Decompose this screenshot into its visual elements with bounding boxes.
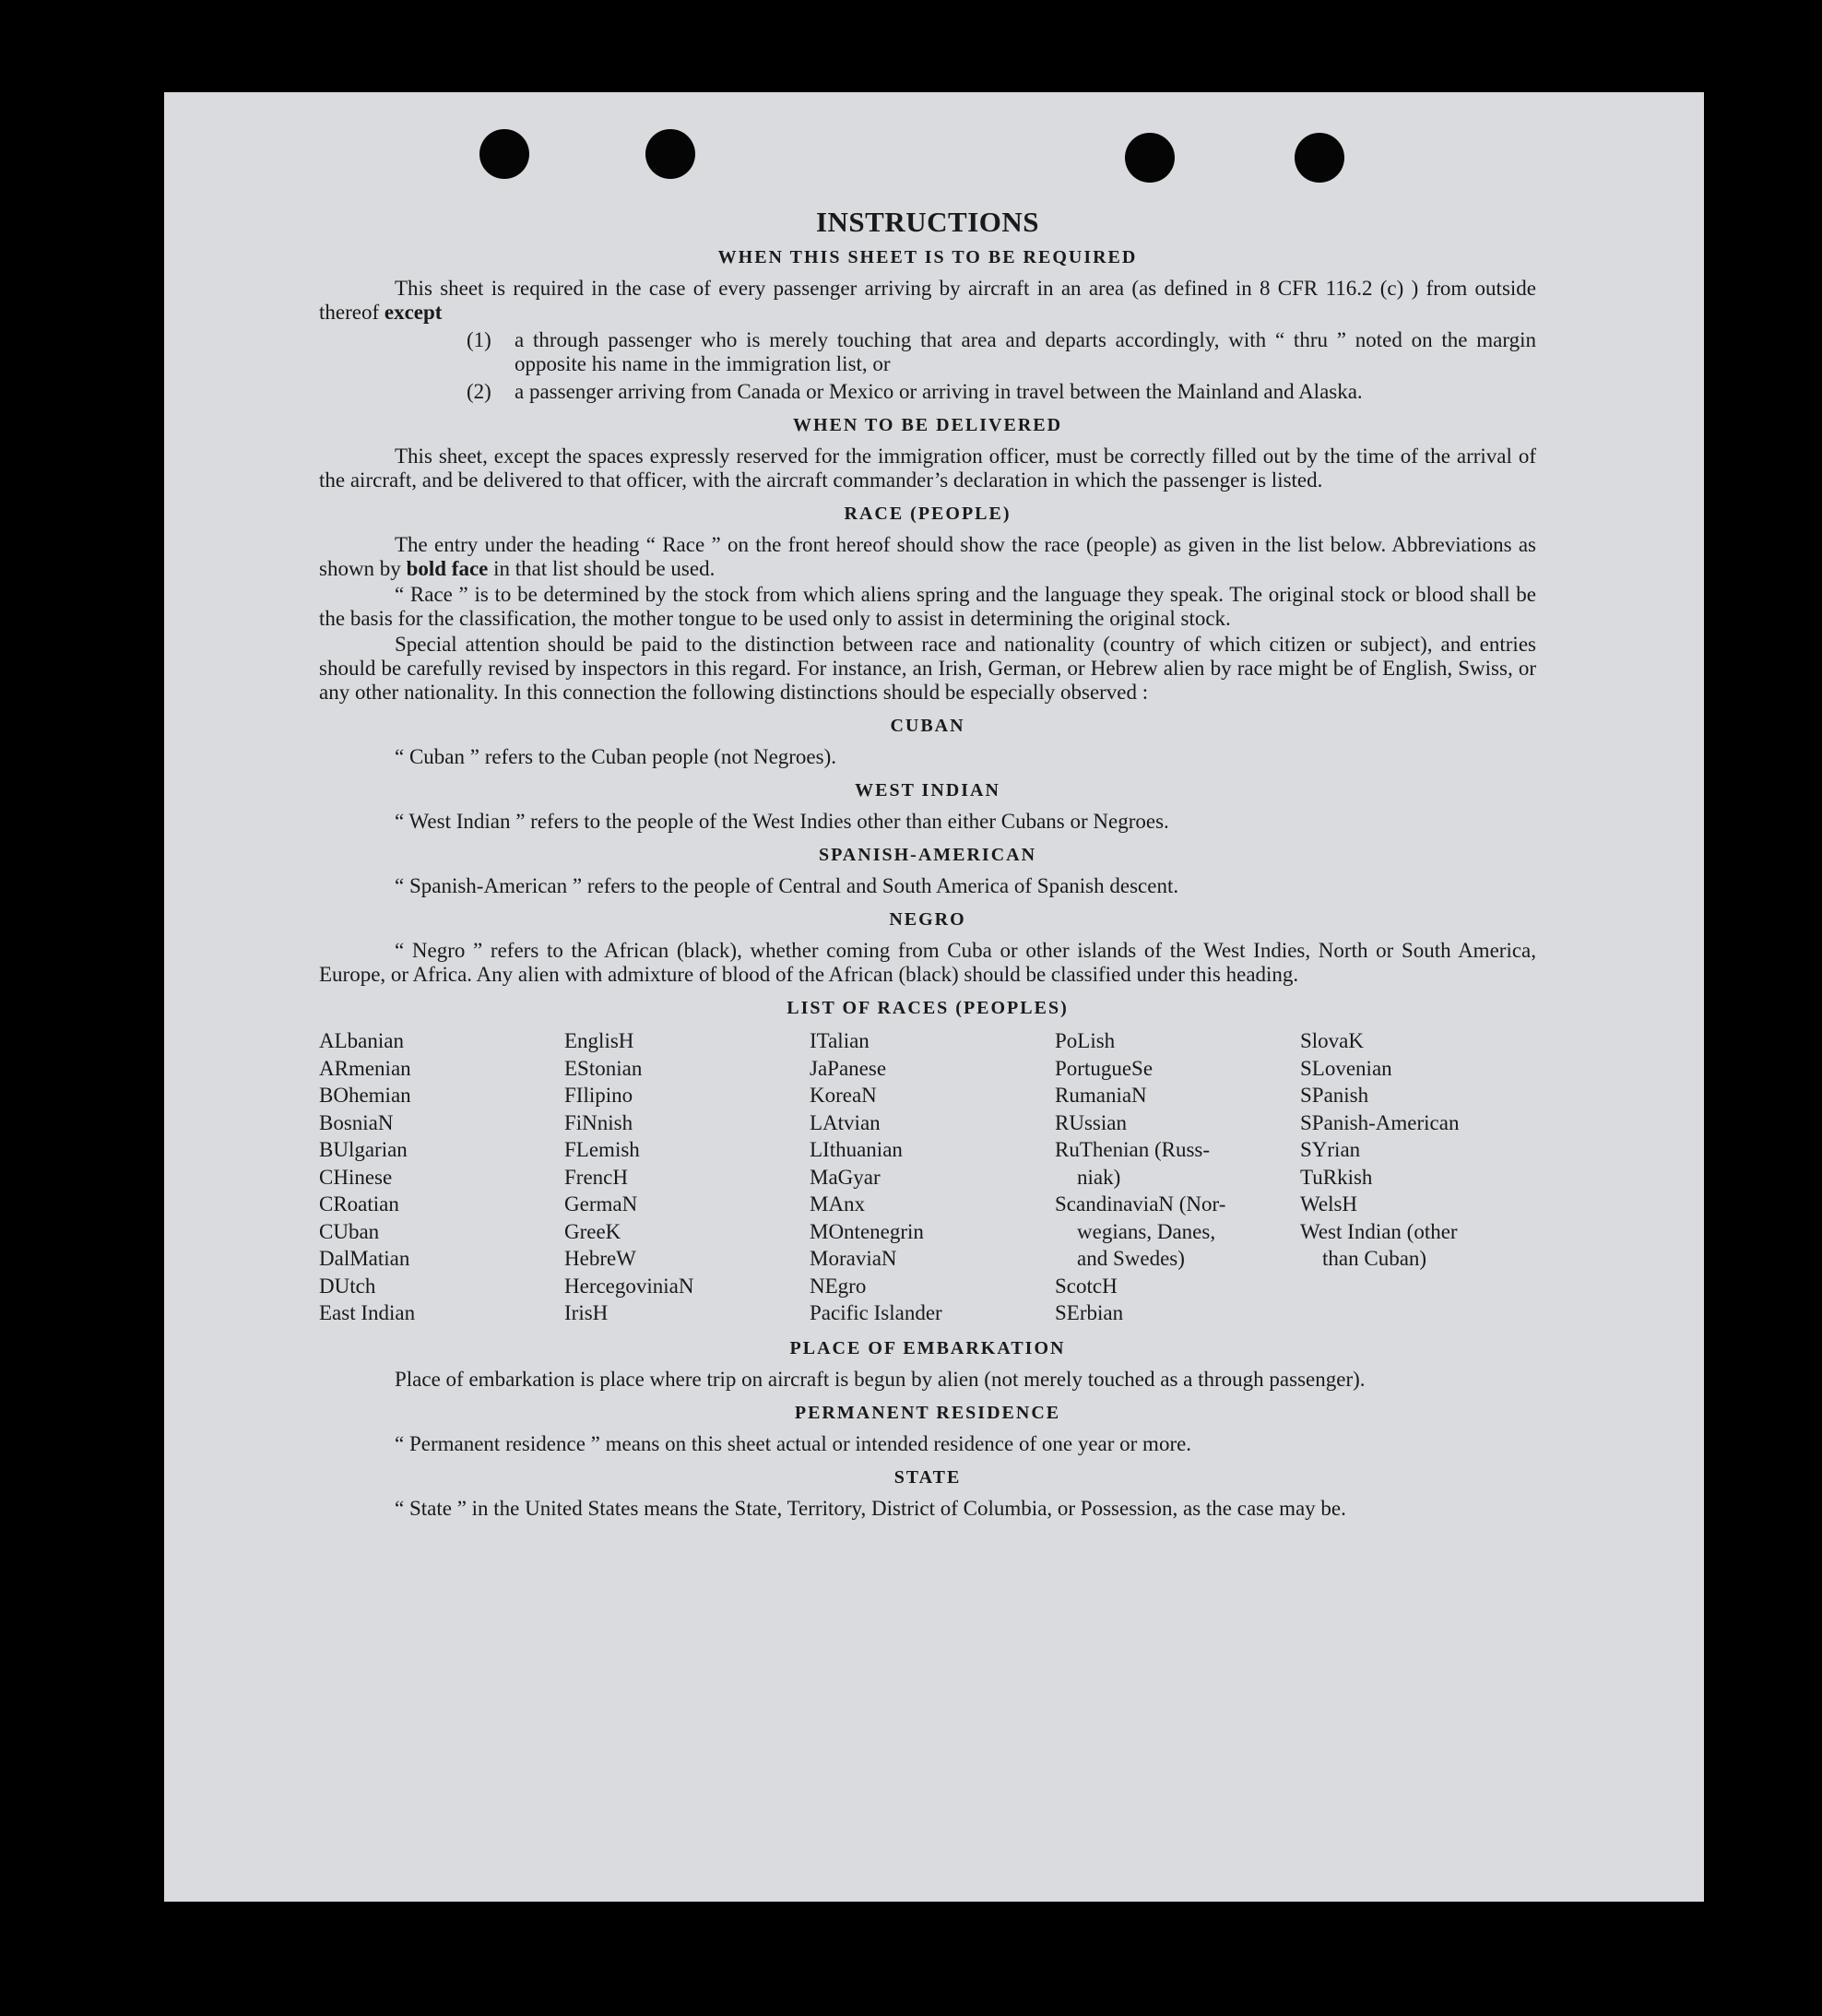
race-entry: PoLish: [1055, 1029, 1116, 1052]
instructions-body: [319, 206, 1536, 1523]
race-entry: HercegoviniaN: [564, 1274, 694, 1298]
heading-list-of-races: LIST OF RACES (PEOPLES): [787, 998, 1069, 1018]
exception-item: (1) a through passenger who is merely touching that area and departs accordingly, with “ thru ” noted on the margin opposite his name in the immigration list, or: [467, 328, 1536, 375]
races-column-3: [810, 1027, 1046, 1327]
heading-when-required: WHEN THIS SHEET IS TO BE REQUIRED: [717, 247, 1138, 267]
race-entry: HebreW: [564, 1247, 636, 1270]
race-entry: DalMatian: [319, 1247, 410, 1270]
when-delivered-text: This sheet, except the spaces expressly reserved for the immigration officer, must be correctly filled out by the time of the arrival of the aircraft, and be delivered to that officer, with the aircraft commander’s declaration in which the passenger is listed.: [319, 445, 1536, 492]
race-entry: East Indian: [319, 1301, 416, 1324]
race-entry: SPanish-American: [1300, 1110, 1460, 1134]
race-entry: SErbian: [1055, 1301, 1124, 1324]
heading-west-indian: WEST INDIAN: [855, 780, 1000, 800]
race-entry: niak): [1077, 1165, 1121, 1189]
races-column-5: [1300, 1027, 1536, 1327]
page-title: INSTRUCTIONS: [815, 206, 1039, 238]
state-text: “ State ” in the United States means the State, Territory, District of Columbia, or Possession, as the case may be.: [395, 1496, 1346, 1520]
race-entry: ITalian: [810, 1029, 870, 1052]
race-entry: BUlgarian: [319, 1138, 408, 1161]
race-paragraph-1: The entry under the heading “ Race ” on the front hereof should show the race (people) as given in the list below. Abbreviations as shown by bold face in that list should be used.: [319, 533, 1536, 580]
race-entry: GreeK: [564, 1219, 621, 1243]
punch-hole: [479, 129, 529, 179]
heading-negro: NEGRO: [889, 909, 966, 930]
race-entry: ScandinaviaN (Nor-: [1055, 1192, 1226, 1216]
race-entry: RUssian: [1055, 1110, 1127, 1134]
race-entry: West Indian (other: [1300, 1219, 1458, 1243]
race-entry: FiNnish: [564, 1110, 633, 1134]
races-table: [319, 1027, 1536, 1327]
race-entry: BosniaN: [319, 1110, 394, 1134]
races-column-2: [564, 1027, 800, 1327]
race-entry: TuRkish: [1300, 1165, 1373, 1189]
heading-when-delivered: WHEN TO BE DELIVERED: [792, 415, 1063, 435]
punch-hole: [645, 129, 695, 179]
race-entry: FLemish: [564, 1138, 640, 1161]
race-entry: CUban: [319, 1219, 380, 1243]
race-entry: MAnx: [810, 1192, 866, 1216]
punch-hole: [1125, 133, 1175, 183]
race-entry: SlovaK: [1300, 1029, 1364, 1052]
race-entry: than Cuban): [1322, 1247, 1427, 1270]
race-entry: DUtch: [319, 1274, 376, 1298]
race-entry: EStonian: [564, 1056, 643, 1080]
race-entry: JaPanese: [810, 1056, 887, 1080]
race-entry: LAtvian: [810, 1110, 881, 1134]
race-entry: Pacific Islander: [810, 1301, 942, 1324]
heading-state: STATE: [893, 1466, 962, 1488]
race-entry: WelsH: [1300, 1192, 1358, 1216]
cuban-text: “ Cuban ” refers to the Cuban people (not Negroes).: [395, 745, 837, 768]
heading-spanish-american: SPANISH-AMERICAN: [818, 845, 1037, 865]
race-entry: ScotcH: [1055, 1274, 1118, 1298]
race-entry: RuThenian (Russ-: [1055, 1138, 1211, 1161]
west-indian-text: “ West Indian ” refers to the people of the West Indies other than either Cubans or Negroes.: [395, 810, 1169, 833]
spanish-american-text: “ Spanish-American ” refers to the people of Central and South America of Spanish descent.: [395, 874, 1179, 897]
race-entry: LIthuanian: [810, 1138, 903, 1161]
exception-item: (2) a passenger arriving from Canada or Mexico or arriving in travel between the Mainland and Alaska.: [467, 380, 1363, 403]
race-entry: GermaN: [564, 1192, 638, 1216]
race-paragraph-3: Special attention should be paid to the distinction between race and nationality (country of which citizen or subject), and entries should be carefully revised by inspectors in this regard. For instance, an Irish, German, or Hebrew alien by race might be of English, Swiss, or any other nationality. In this connection the following distinctions should be especially observed :: [319, 633, 1536, 704]
race-entry: MoraviaN: [810, 1247, 897, 1270]
race-entry: EnglisH: [564, 1029, 634, 1052]
race-entry: FIlipino: [564, 1084, 633, 1107]
when-required-intro: This sheet is required in the case of every passenger arriving by aircraft in an area (as defined in 8 CFR 116.2 (c) ) from outside thereof except: [319, 277, 1536, 324]
race-entry: KoreaN: [810, 1084, 877, 1107]
race-entry: MOntenegrin: [810, 1219, 924, 1243]
races-column-1: [319, 1027, 555, 1327]
embarkation-text: Place of embarkation is place where trip on aircraft is begun by alien (not merely touched as a through passenger).: [395, 1367, 1366, 1391]
race-entry: SYrian: [1300, 1138, 1361, 1161]
race-entry: MaGyar: [810, 1165, 881, 1189]
heading-cuban: CUBAN: [890, 716, 965, 736]
race-paragraph-2: “ Race ” is to be determined by the stock from which aliens spring and the language they speak. The original stock or blood shall be the basis for the classification, the mother tongue to be used only to assist in determining the original stock.: [319, 583, 1536, 630]
race-entry: CRoatian: [319, 1192, 399, 1216]
residence-text: “ Permanent residence ” means on this sheet actual or intended residence of one year or more.: [395, 1431, 1192, 1455]
race-entry: BOhemian: [319, 1084, 411, 1107]
race-entry: ARmenian: [319, 1056, 411, 1080]
race-entry: CHinese: [319, 1165, 393, 1189]
race-entry: PortugueSe: [1055, 1056, 1154, 1080]
race-entry: RumaniaN: [1055, 1084, 1147, 1107]
heading-race: RACE (PEOPLE): [844, 504, 1012, 524]
negro-text: “ Negro ” refers to the African (black), whether coming from Cuba or other islands of the West Indies, North or South America, Europe, or Africa. Any alien with admixture of blood of the African (black) should be classified under this heading.: [319, 939, 1536, 986]
race-entry: and Swedes): [1077, 1247, 1185, 1270]
race-entry: NEgro: [810, 1274, 867, 1298]
race-entry: SPanish: [1300, 1084, 1369, 1107]
race-entry: wegians, Danes,: [1077, 1219, 1216, 1243]
heading-place-of-embarkation: PLACE OF EMBARKATION: [789, 1337, 1066, 1358]
race-entry: IrisH: [564, 1301, 609, 1324]
heading-permanent-residence: PERMANENT RESIDENCE: [794, 1402, 1061, 1423]
race-entry: FrencH: [564, 1165, 628, 1189]
punch-hole: [1295, 133, 1344, 183]
races-column-4: [1055, 1027, 1291, 1327]
race-entry: ALbanian: [319, 1029, 404, 1052]
race-entry: SLovenian: [1300, 1056, 1392, 1080]
document-sheet: [164, 92, 1704, 1902]
